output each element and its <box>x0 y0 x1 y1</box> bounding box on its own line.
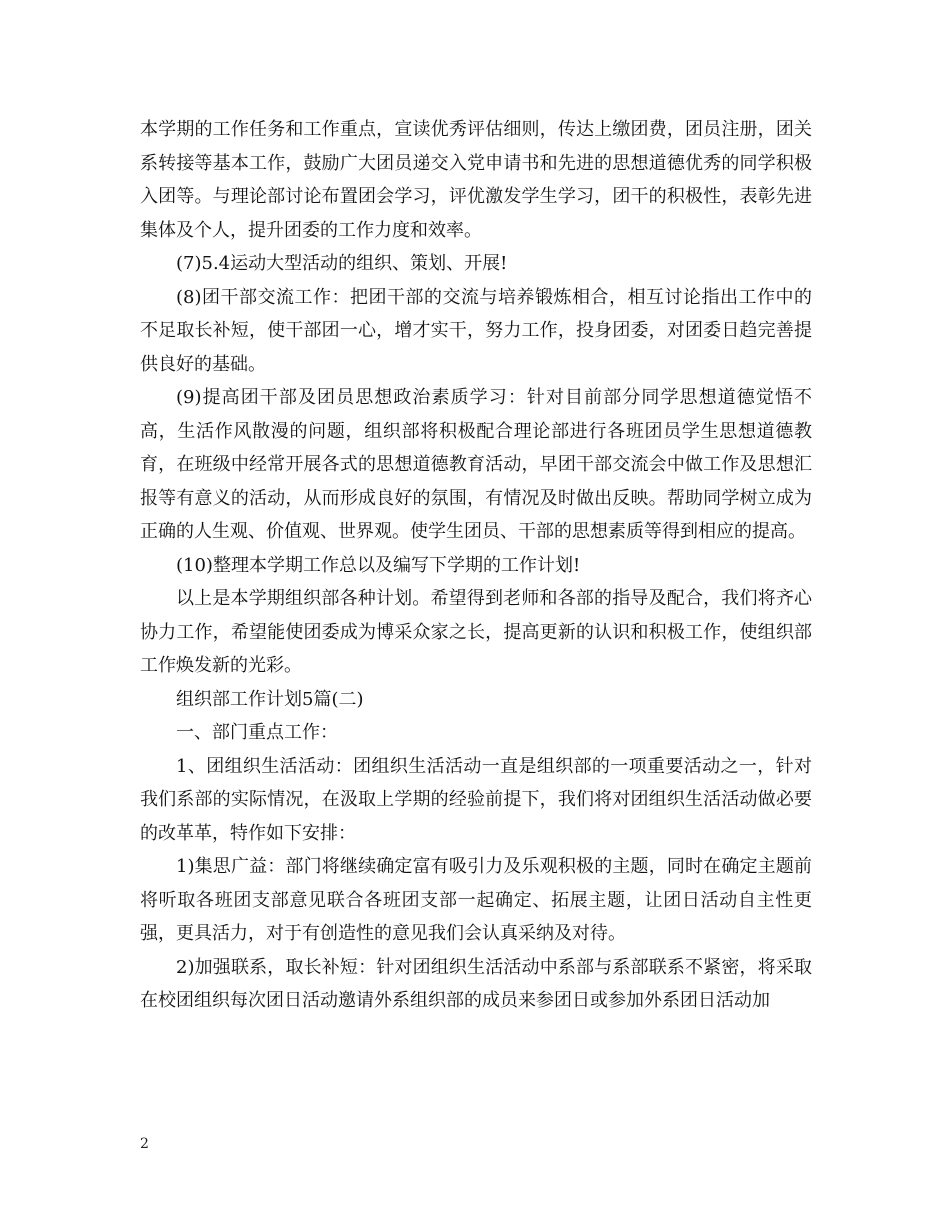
section-heading: 一、部门重点工作： <box>176 722 338 743</box>
paragraph-item-9: (9)提高团干部及团员思想政治素质学习：针对目前部分同学思想道德觉悟不高，生活作风散漫的问题，组织部将积极配合理论部进行各班团员学生思想道德教育，在班级中经常开展各式的思想道德教育活动，早团干部交流会中做工作及思想汇报等有意义的活动，从而形成良好的氛围，有情况及时做出反映。帮助同学树立成为正确的人生观、价值观、世界观。使学生团员、干部的思想素质等得到相应的提高。 <box>140 387 812 542</box>
paragraph-subpoint-2: 2)加强联系，取长补短：针对团组织生活活动中系部与系部联系不紧密，将采取在校团组织每次团日活动邀请外系组织部的成员来参团日或参加外系团日活动加 <box>140 956 812 1011</box>
paragraph-point-1: 1、团组织生活活动：团组织生活活动一直是组织部的一项重要活动之一，针对我们系部的实际情况，在汲取上学期的经验前提下，我们将对团组织生活活动做必要的改革革，特作如下安排： <box>140 755 812 844</box>
paragraph-item-8: (8)团干部交流工作：把团干部的交流与培养锻炼相合，相互讨论指出工作中的不足取长补短，使干部团一心，增才实干，努力工作，投身团委，对团委日趋完善提供良好的基础。 <box>140 286 812 375</box>
section-title: 组织部工作计划5篇(二) <box>176 688 364 710</box>
paragraph-item-7: (7)5.4运动大型活动的组织、策划、开展! <box>176 253 508 274</box>
document-body <box>140 113 812 1018</box>
page-number: 2 <box>140 1136 149 1152</box>
paragraph-summary: 以上是本学期组织部各种计划。希望得到老师和各部的指导及配合，我们将齐心协力工作，希望能使团委成为博采众家之长，提高更新的认识和积极工作，使组织部工作焕发新的光彩。 <box>140 588 812 676</box>
paragraph-subpoint-1: 1)集思广益：部门将继续确定富有吸引力及乐观积极的主题，同时在确定主题前将听取各班团支部意见联合各班团支部一起确定、拓展主题，让团日活动自主性更强，更具活力，对于有创造性的意见我们会认真采纳及对待。 <box>140 856 812 944</box>
paragraph-item-10: (10)整理本学期工作总以及编写下学期的工作计划! <box>176 554 581 576</box>
paragraph-continuation: 本学期的工作任务和工作重点，宣读优秀评估细则，传达上缴团费，团员注册，团关系转接等基本工作，鼓励广大团员递交入党申请书和先进的思想道德优秀的同学积极入团等。与理论部讨论布置团会学习，评优激发学生学习，团干的积极性，表彰先进集体及个人，提升团委的工作力度和效率。 <box>140 119 812 241</box>
